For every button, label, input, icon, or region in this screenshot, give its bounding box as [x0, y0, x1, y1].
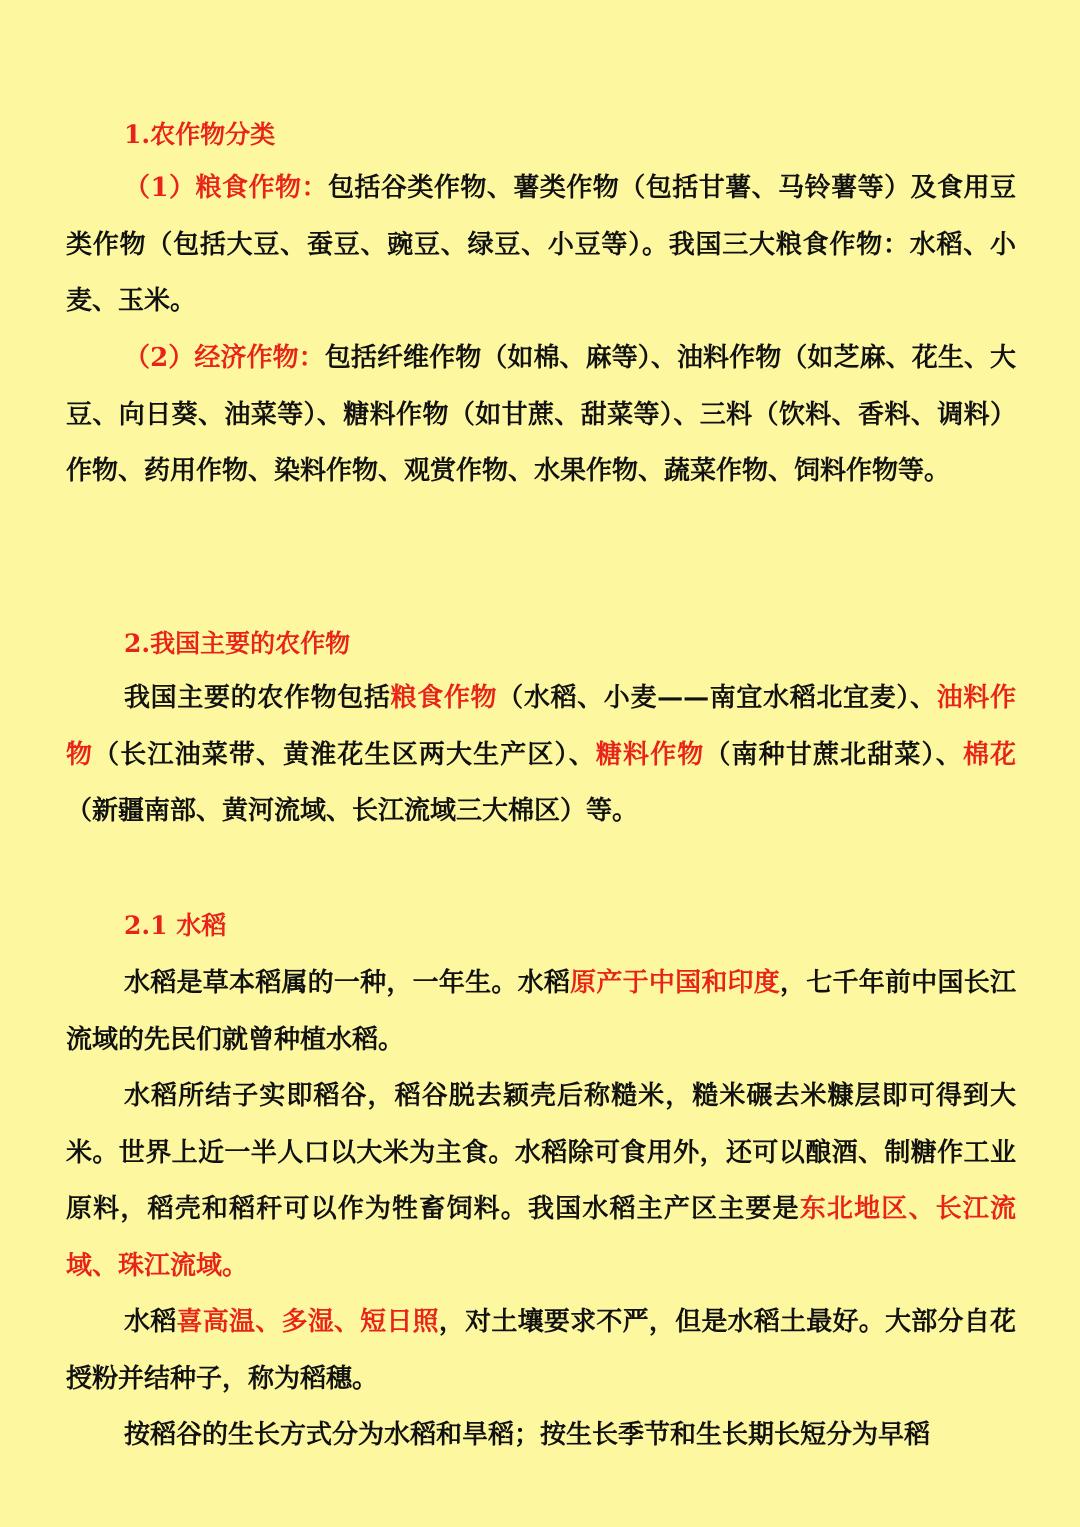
term-cotton: 棉花	[962, 739, 1016, 770]
section-heading-crop-classification: 1.农作物分类	[124, 120, 276, 149]
paragraph-text: 包括谷类作物、薯类作物（包括甘薯、马铃薯等）及食用豆类作物（包括大豆、蚕豆、豌豆、绿豆、小豆等）。我国三大粮食作物：水稻、小麦、玉米。	[66, 173, 1016, 316]
paragraph-grain-crops	[66, 160, 1016, 330]
paragraph-rice-origin	[66, 955, 1016, 1068]
paragraph-text: （南种甘蔗北甜菜）、	[704, 739, 963, 770]
term-rice-regions: 东北地区、长江流域、珠江流域。	[66, 1194, 1016, 1281]
paragraph-text: 水稻	[124, 1307, 177, 1337]
paragraph-text: ，七千年前中国长江流域的先民们就曾种植水稻。	[66, 968, 1016, 1055]
paragraph-text: 包括纤维作物（如棉、麻等）、油料作物（如芝麻、花生、大豆、向日葵、油菜等）、糖料作物（如甘蔗、甜菜等）、三料（饮料、香料、调料）作物、药用作物、染料作物、观赏作物、水果作物、蔬菜作物、饲料作物等。	[66, 343, 1016, 486]
term-grain-crops: 粮食作物	[390, 683, 498, 713]
paragraph-text: 水稻所结子实即稻谷，稻谷脱去颖壳后称糙米，糙米碾去米糠层即可得到大米。世界上近一半人口以大米为主食。水稻除可食用外，还可以酿酒、制糖作工业原料，稻壳和稻秆可以作为牲畜饲料。我国水稻主产区主要是	[66, 1081, 1016, 1224]
paragraph-main-crops	[66, 670, 1016, 840]
term-oil-crops: 油料作物	[66, 683, 1016, 770]
paragraph-rice-uses	[66, 1068, 1016, 1294]
paragraph-text: ，对土壤要求不严，但是水稻土最好。大部分自花授粉并结种子，称为稻穗。	[66, 1307, 1016, 1394]
paragraph-text: （水稻、小麦——南宜水稻北宜麦）、	[497, 683, 937, 713]
paragraph-economic-crops	[66, 330, 1016, 500]
term-rice-origin: 原产于中国和印度	[570, 968, 781, 998]
paragraph-text: 我国主要的农作物包括	[124, 683, 391, 713]
paragraph-text: （新疆南部、黄河流域、长江流域三大棉区）等。	[66, 796, 639, 826]
term-sugar-crops: 糖料作物	[595, 739, 705, 770]
section-heading-main-crops: 2.我国主要的农作物	[124, 629, 351, 658]
term-grain-crops: （1）粮食作物：	[124, 173, 328, 203]
term-rice-conditions: 喜高温、多湿、短日照	[176, 1307, 439, 1337]
paragraph-rice-types	[66, 1407, 1016, 1464]
section-heading-rice: 2.1 水稻	[124, 911, 227, 940]
paragraph-rice-conditions	[66, 1294, 1016, 1407]
paragraph-text: 按稻谷的生长方式分为水稻和旱稻；按生长季节和生长期长短分为早稻	[124, 1420, 931, 1450]
term-economic-crops: （2）经济作物：	[124, 343, 325, 373]
paragraph-text: 水稻是草本稻属的一种，一年生。水稻	[124, 968, 571, 998]
paragraph-text: （长江油菜带、黄淮花生区两大生产区）、	[93, 739, 596, 770]
